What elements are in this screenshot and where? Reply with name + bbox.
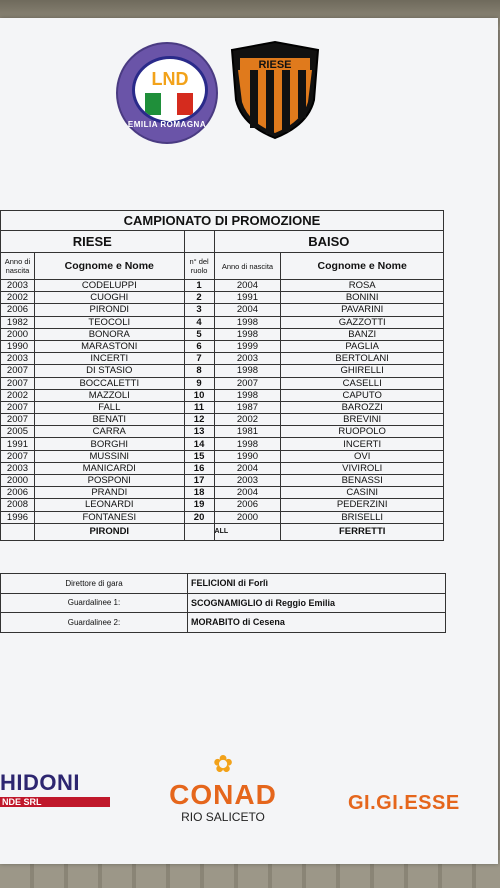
shirt-number: 7 <box>184 353 214 365</box>
home-player-year: 2000 <box>1 475 35 487</box>
table-row <box>1 316 444 328</box>
away-player-name: CAPUTO <box>281 389 444 401</box>
away-player-year: 1999 <box>214 340 281 352</box>
home-player-name: MANICARDI <box>34 462 184 474</box>
home-player-name: PRANDI <box>34 487 184 499</box>
home-player-year: 2003 <box>1 462 35 474</box>
shirt-number: 1 <box>184 280 214 292</box>
away-player-year: 2003 <box>214 353 281 365</box>
away-player-year: 1990 <box>214 450 281 462</box>
table-row <box>1 426 444 438</box>
away-player-name: BONINI <box>281 292 444 304</box>
home-player-year: 2007 <box>1 365 35 377</box>
away-player-name: BRISELLI <box>281 511 444 523</box>
away-player-name: CASELLI <box>281 377 444 389</box>
away-player-name: GHIRELLI <box>281 365 444 377</box>
shirt-number: 10 <box>184 389 214 401</box>
table-row <box>1 450 444 462</box>
home-player-year: 1990 <box>1 340 35 352</box>
championship-title: CAMPIONATO DI PROMOZIONE <box>1 211 444 231</box>
shirt-number: 5 <box>184 328 214 340</box>
shirt-number: 6 <box>184 340 214 352</box>
home-player-year: 2007 <box>1 414 35 426</box>
home-player-name: CARRA <box>34 426 184 438</box>
home-player-name: FALL <box>34 401 184 413</box>
table-row <box>1 401 444 413</box>
away-player-year: 2003 <box>214 475 281 487</box>
away-coach-name: FERRETTI <box>281 523 444 540</box>
home-player-year: 1982 <box>1 316 35 328</box>
lnd-logo-caption: EMILIA ROMAGNA <box>127 120 207 129</box>
lnd-logo <box>116 42 218 144</box>
table-row <box>1 353 444 365</box>
home-player-name: DI STASIO <box>34 365 184 377</box>
away-player-year: 2000 <box>214 511 281 523</box>
official-role: Guardalinee 2: <box>1 613 188 633</box>
home-player-name: BOCCALETTI <box>34 377 184 389</box>
sponsor-conad-name: CONAD <box>169 779 277 810</box>
officials-table <box>0 573 446 633</box>
home-team-name: RIESE <box>1 231 185 253</box>
home-player-year: 2003 <box>1 353 35 365</box>
home-player-name: PIRONDI <box>34 304 184 316</box>
table-row <box>1 499 444 511</box>
sponsor-gigiesse: GI.GI.ESSE <box>348 792 460 814</box>
away-player-name: BENASSI <box>281 475 444 487</box>
shirt-number: 4 <box>184 316 214 328</box>
away-player-name: BREVINI <box>281 414 444 426</box>
official-name: MORABITO di Cesena <box>188 613 446 633</box>
away-player-name: PEDERZINI <box>281 499 444 511</box>
home-player-name: BENATI <box>34 414 184 426</box>
home-player-year: 2002 <box>1 292 35 304</box>
official-name: SCOGNAMIGLIO di Reggio Emilia <box>188 593 446 613</box>
home-player-name: CUOGHI <box>34 292 184 304</box>
shirt-number: 13 <box>184 426 214 438</box>
official-name: FELICIONI di Forlì <box>188 574 446 594</box>
away-player-name: BERTOLANI <box>281 353 444 365</box>
shirt-number: 8 <box>184 365 214 377</box>
shirt-number: 2 <box>184 292 214 304</box>
home-player-name: CODELUPPI <box>34 280 184 292</box>
away-player-name: INCERTI <box>281 438 444 450</box>
home-player-year: 2002 <box>1 389 35 401</box>
home-player-year: 2003 <box>1 280 35 292</box>
italian-flag-icon <box>145 93 195 115</box>
home-player-name: MUSSINI <box>34 450 184 462</box>
home-player-name: INCERTI <box>34 353 184 365</box>
home-coach-label <box>1 523 35 540</box>
flower-icon: ✿ <box>212 751 234 778</box>
official-row <box>1 574 446 594</box>
away-player-year: 1998 <box>214 365 281 377</box>
sponsor-conad <box>152 750 294 824</box>
table-row <box>1 389 444 401</box>
shirt-number: 19 <box>184 499 214 511</box>
shirt-number: 14 <box>184 438 214 450</box>
shirt-number: 11 <box>184 401 214 413</box>
away-player-name: BAROZZI <box>281 401 444 413</box>
home-player-year: 2008 <box>1 499 35 511</box>
home-player-name: POSPONI <box>34 475 184 487</box>
team-separator <box>184 231 214 253</box>
away-player-name: GAZZOTTI <box>281 316 444 328</box>
away-player-name: PAGLIA <box>281 340 444 352</box>
roster-body <box>1 280 444 524</box>
away-player-name: OVI <box>281 450 444 462</box>
home-player-year: 1991 <box>1 438 35 450</box>
away-name-header: Cognome e Nome <box>281 253 444 280</box>
away-team-name: BAISO <box>214 231 443 253</box>
home-player-year: 1996 <box>1 511 35 523</box>
away-player-name: BANZI <box>281 328 444 340</box>
lnd-emblem <box>132 56 208 124</box>
official-row <box>1 593 446 613</box>
home-player-year: 2006 <box>1 304 35 316</box>
riese-logo-text: RIESE <box>258 59 292 71</box>
official-row <box>1 613 446 633</box>
table-row <box>1 475 444 487</box>
home-year-header: Anno di nascita <box>1 253 35 280</box>
away-player-year: 2004 <box>214 462 281 474</box>
home-player-name: TEOCOLI <box>34 316 184 328</box>
table-row <box>1 438 444 450</box>
shirt-number: 3 <box>184 304 214 316</box>
away-player-name: CASINI <box>281 487 444 499</box>
home-player-name: BORGHI <box>34 438 184 450</box>
table-row <box>1 340 444 352</box>
away-player-year: 1998 <box>214 438 281 450</box>
table-row <box>1 365 444 377</box>
table-row <box>1 328 444 340</box>
home-coach-name: PIRONDI <box>34 523 184 540</box>
sponsor-conad-sub: RIO SALICETO <box>181 810 265 824</box>
shirt-number: 15 <box>184 450 214 462</box>
table-row <box>1 414 444 426</box>
home-player-name: LEONARDI <box>34 499 184 511</box>
away-player-year: 2004 <box>214 280 281 292</box>
shirt-number: 17 <box>184 475 214 487</box>
table-row <box>1 462 444 474</box>
shirt-number: 12 <box>184 414 214 426</box>
away-player-year: 1991 <box>214 292 281 304</box>
table-row <box>1 280 444 292</box>
home-player-name: MAZZOLI <box>34 389 184 401</box>
home-player-year: 2007 <box>1 401 35 413</box>
sponsor-hidoni-name: HIDONI <box>0 770 80 795</box>
table-row <box>1 292 444 304</box>
away-player-name: PAVARINI <box>281 304 444 316</box>
away-coach-label: ALL <box>214 523 281 540</box>
role-number-header: n° del ruolo <box>184 253 214 280</box>
away-year-header: Anno di nascita <box>214 253 281 280</box>
away-player-year: 2004 <box>214 304 281 316</box>
away-player-year: 2006 <box>214 499 281 511</box>
lnd-logo-text: LND <box>151 69 189 89</box>
table-row <box>1 377 444 389</box>
footer-separator <box>184 523 214 540</box>
away-player-year: 1998 <box>214 389 281 401</box>
sponsor-hidoni <box>0 770 112 814</box>
home-player-year: 2000 <box>1 328 35 340</box>
away-player-year: 1987 <box>214 401 281 413</box>
home-player-year: 2006 <box>1 487 35 499</box>
table-row <box>1 511 444 523</box>
table-row <box>1 487 444 499</box>
shirt-number: 20 <box>184 511 214 523</box>
home-player-year: 2005 <box>1 426 35 438</box>
away-player-year: 2007 <box>214 377 281 389</box>
sponsor-hidoni-sub: NDE SRL <box>0 797 110 807</box>
away-player-name: ROSA <box>281 280 444 292</box>
shirt-number: 9 <box>184 377 214 389</box>
official-role: Direttore di gara <box>1 574 188 594</box>
away-player-name: VIVIROLI <box>281 462 444 474</box>
home-player-name: BONORA <box>34 328 184 340</box>
away-player-year: 1998 <box>214 328 281 340</box>
home-player-name: MARASTONI <box>34 340 184 352</box>
away-player-year: 1981 <box>214 426 281 438</box>
home-name-header: Cognome e Nome <box>34 253 184 280</box>
home-player-name: FONTANESI <box>34 511 184 523</box>
away-player-year: 2004 <box>214 487 281 499</box>
riese-club-logo <box>228 40 322 140</box>
home-player-year: 2007 <box>1 450 35 462</box>
table-row <box>1 304 444 316</box>
away-player-year: 1998 <box>214 316 281 328</box>
shirt-number: 18 <box>184 487 214 499</box>
shirt-number: 16 <box>184 462 214 474</box>
roster-table <box>0 210 444 541</box>
official-role: Guardalinee 1: <box>1 593 188 613</box>
away-player-name: RUOPOLO <box>281 426 444 438</box>
home-player-year: 2007 <box>1 377 35 389</box>
away-player-year: 2002 <box>214 414 281 426</box>
